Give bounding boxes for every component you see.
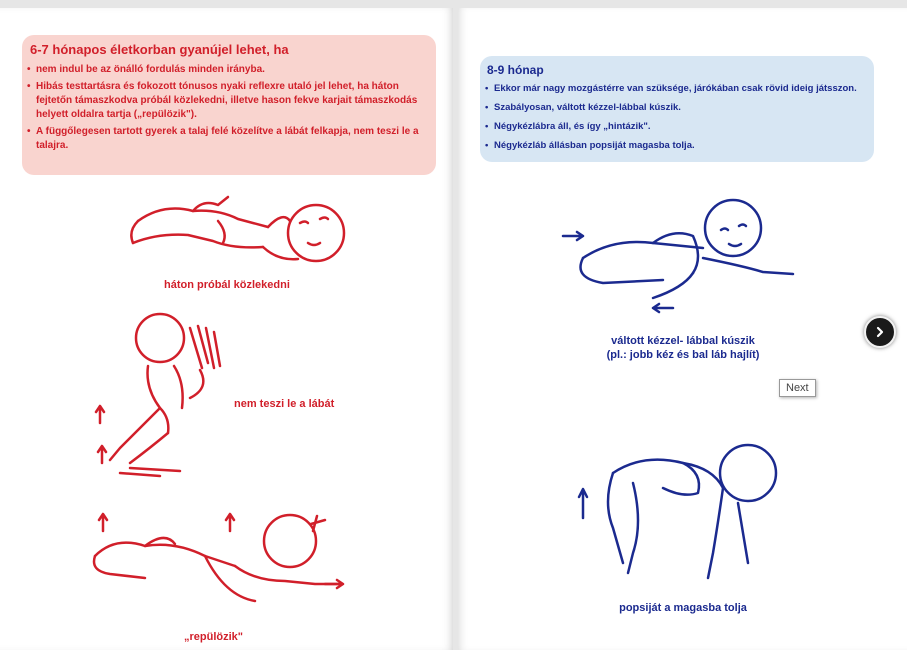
caption-crawling-line1: váltott kézzel- lábbal kúszik <box>611 335 755 347</box>
milestones-box <box>480 56 874 162</box>
list-item: • Négykézláb állásban popsiját magasba tolja. <box>485 139 871 152</box>
list-item: • Ekkor már nagy mozgástérre van szüksége, járókában csak rövid ideig játsszon. <box>485 82 871 95</box>
caption-feet-not-down: nem teszi le a lábát <box>234 398 335 410</box>
caption-flying: „repülözik" <box>184 631 244 643</box>
warning-signs-box <box>22 35 436 175</box>
baby-flying-illustration <box>85 486 350 626</box>
list-item: • Szabályosan, váltott kézzel-lábbal kúszik. <box>485 101 871 114</box>
caption-crawling-line2: (pl.: jobb kéz és bal láb hajlít) <box>606 349 760 361</box>
caption-baby-on-back: háton próbál közlekedni <box>164 279 290 291</box>
chevron-right-icon <box>874 326 886 338</box>
baby-bottom-up-illustration <box>573 433 793 593</box>
next-tooltip: Next <box>779 379 816 397</box>
milestones-list <box>485 82 871 158</box>
right-page <box>458 8 907 650</box>
list-item: • Hibás testtartásra és fokozott tónusos nyaki reflexre utaló jel lehet, ha háton fejtetőn támaszkodva próbál közlekedni, illetve hason fekve karjait támaszkodás helyett oldalra tartja („repülözik"). <box>27 80 431 122</box>
baby-held-vertical-illustration <box>90 308 240 478</box>
warning-signs-list <box>27 63 431 156</box>
list-item: • nem indul be az önálló fordulás minden irányba. <box>27 63 431 77</box>
milestones-title: 8-9 hónap <box>487 63 544 77</box>
caption-crawling <box>578 334 788 362</box>
caption-bottom-up: popsiját a magasba tolja <box>619 602 747 614</box>
baby-crawling-illustration <box>553 188 813 318</box>
left-page <box>0 8 453 650</box>
list-item: • Négykézlábra áll, és így „hintázik". <box>485 120 871 133</box>
baby-on-back-illustration <box>118 191 358 281</box>
next-page-button[interactable] <box>864 316 896 348</box>
list-item: • A függőlegesen tartott gyerek a talaj felé közelítve a lábát felkapja, nem teszi le a talajra. <box>27 125 431 153</box>
warning-signs-title: 6-7 hónapos életkorban gyanújel lehet, ha <box>30 42 289 57</box>
